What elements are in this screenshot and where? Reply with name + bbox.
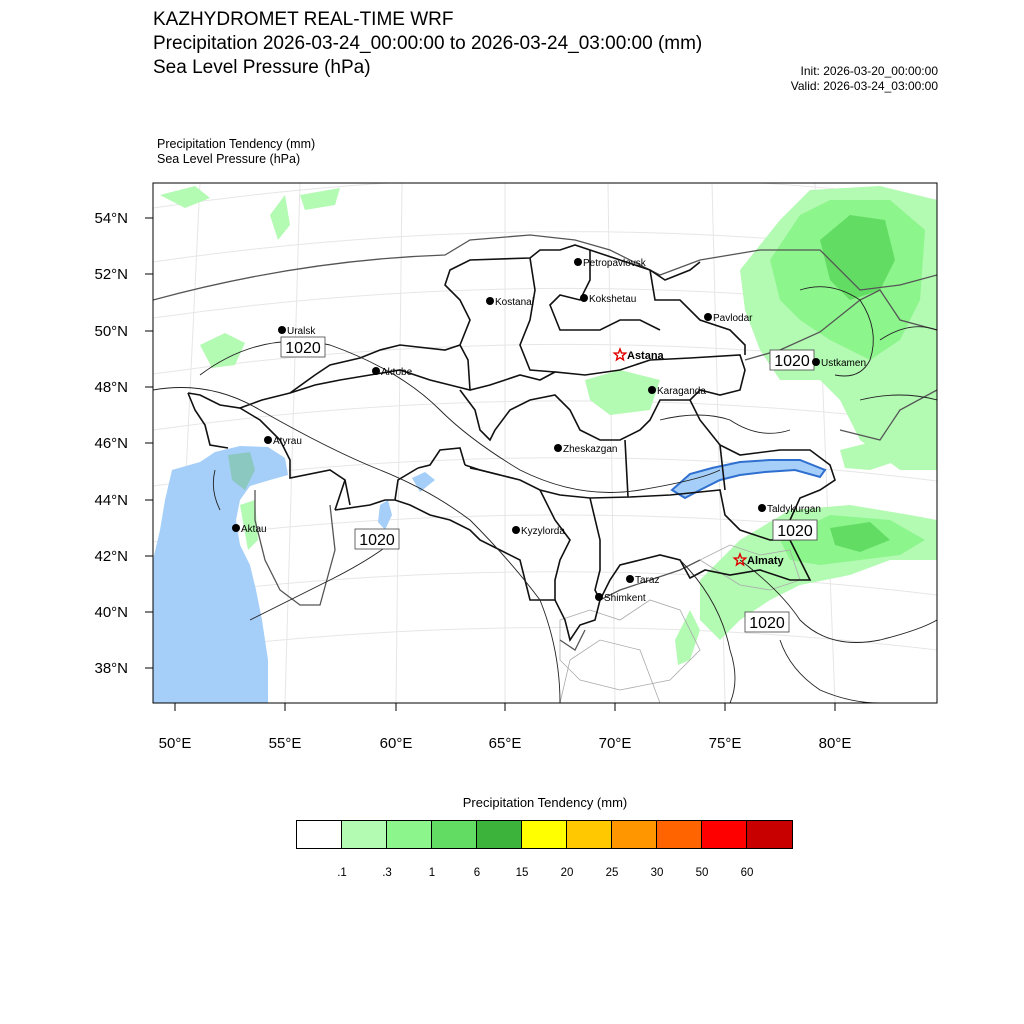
lon-label: 55°E	[268, 735, 302, 752]
city-ustkamen	[812, 358, 866, 369]
city-label: Taldykurgan	[767, 504, 821, 515]
city-dot-icon	[554, 444, 562, 452]
lat-label: 38°N	[94, 660, 128, 677]
colorbar-label: .1	[337, 867, 347, 879]
lat-label: 46°N	[94, 435, 128, 452]
city-label: Aktau	[241, 524, 267, 535]
field-precip-label: Precipitation Tendency (mm)	[157, 137, 316, 151]
city-label: Kyzylorda	[521, 526, 565, 537]
city-dot-icon	[704, 313, 712, 321]
isobar-label: 1020	[777, 523, 813, 540]
colorbar-label: 15	[515, 867, 529, 879]
colorbar	[296, 820, 793, 849]
field-slp-label: Sea Level Pressure (hPa)	[157, 152, 301, 166]
city-dot-icon	[626, 575, 634, 583]
colorbar-swatch	[612, 821, 657, 848]
isobar-label: 1020	[774, 353, 810, 370]
city-label: Zheskazgan	[563, 444, 618, 455]
isobar-label: 1020	[285, 340, 321, 357]
title-line-2: Precipitation 2026-03-24_00:00:00 to 2026-03-24_03:00:00 (mm)	[153, 33, 703, 54]
city-dot-icon	[264, 436, 272, 444]
colorbar-label: 30	[650, 867, 664, 879]
lat-label: 54°N	[94, 210, 128, 227]
lon-label: 50°E	[158, 735, 192, 752]
city-dot-icon	[595, 593, 603, 601]
city-dot-icon	[648, 386, 656, 394]
colorbar-swatch	[747, 821, 792, 848]
city-dot-icon	[758, 504, 766, 512]
city-label: Kokshetau	[589, 294, 637, 305]
lon-axis	[159, 735, 852, 752]
city-dot-icon	[574, 258, 582, 266]
city-label: Pavlodar	[713, 313, 753, 324]
city-dot-icon	[232, 524, 240, 532]
city-taldykurgan	[758, 504, 821, 515]
lat-label: 42°N	[94, 548, 128, 565]
colorbar-swatch	[522, 821, 567, 848]
city-dot-icon	[580, 294, 588, 302]
lon-label: 65°E	[488, 735, 522, 752]
city-petropavlovsk	[574, 258, 647, 269]
lat-label: 40°N	[94, 604, 128, 621]
title-line-1: KAZHYDROMET REAL-TIME WRF	[153, 9, 454, 30]
colorbar-label: 60	[740, 867, 754, 879]
colorbar-label: 50	[695, 867, 709, 879]
colorbar-swatch	[477, 821, 522, 848]
colorbar-label: .3	[382, 867, 392, 879]
lat-label: 48°N	[94, 379, 128, 396]
colorbar-swatch	[657, 821, 702, 848]
city-label: Ustkamen	[821, 358, 867, 369]
city-label: Shimkent	[604, 593, 646, 604]
city-dot-icon	[812, 358, 820, 366]
init-time: Init: 2026-03-20_00:00:00	[800, 64, 938, 78]
city-label: Petropavlovsk	[583, 258, 646, 269]
city-kokshetau	[580, 294, 636, 305]
colorbar-swatch	[432, 821, 477, 848]
lon-label: 75°E	[708, 735, 742, 752]
city-label: Aktobe	[381, 367, 413, 378]
colorbar-swatch	[342, 821, 387, 848]
city-dot-icon	[512, 526, 520, 534]
colorbar-label: 20	[560, 867, 574, 879]
lat-axis	[94, 210, 128, 677]
isobar-label: 1020	[359, 532, 395, 549]
lat-label: 50°N	[94, 323, 128, 340]
title-line-3: Sea Level Pressure (hPa)	[153, 57, 371, 78]
city-dot-icon	[278, 326, 286, 334]
city-label: Karaganda	[657, 386, 706, 397]
lat-label: 44°N	[94, 492, 128, 509]
colorbar-swatch	[297, 821, 342, 848]
lon-label: 70°E	[598, 735, 632, 752]
valid-time: Valid: 2026-03-24_03:00:00	[790, 79, 938, 93]
colorbar-label: 6	[473, 867, 481, 879]
city-dot-icon	[372, 367, 380, 375]
colorbar-swatch	[702, 821, 747, 848]
city-dot-icon	[486, 297, 494, 305]
lon-label: 80°E	[818, 735, 852, 752]
colorbar-label: 25	[605, 867, 619, 879]
lat-label: 52°N	[94, 266, 128, 283]
colorbar-swatch	[567, 821, 612, 848]
colorbar-title: Precipitation Tendency (mm)	[462, 795, 628, 810]
lon-label: 60°E	[379, 735, 413, 752]
city-label: Astana	[627, 350, 664, 362]
isobar-label: 1020	[749, 615, 785, 632]
city-label: Kostanai	[495, 297, 534, 308]
city-label: Uralsk	[287, 326, 316, 337]
colorbar-swatch	[387, 821, 432, 848]
city-label: Almaty	[747, 555, 784, 567]
city-label: Atyrau	[273, 436, 302, 447]
city-zheskazgan	[554, 444, 617, 455]
colorbar-label: 1	[428, 867, 436, 879]
city-label: Taraz	[635, 575, 660, 586]
city-karaganda	[648, 386, 706, 397]
